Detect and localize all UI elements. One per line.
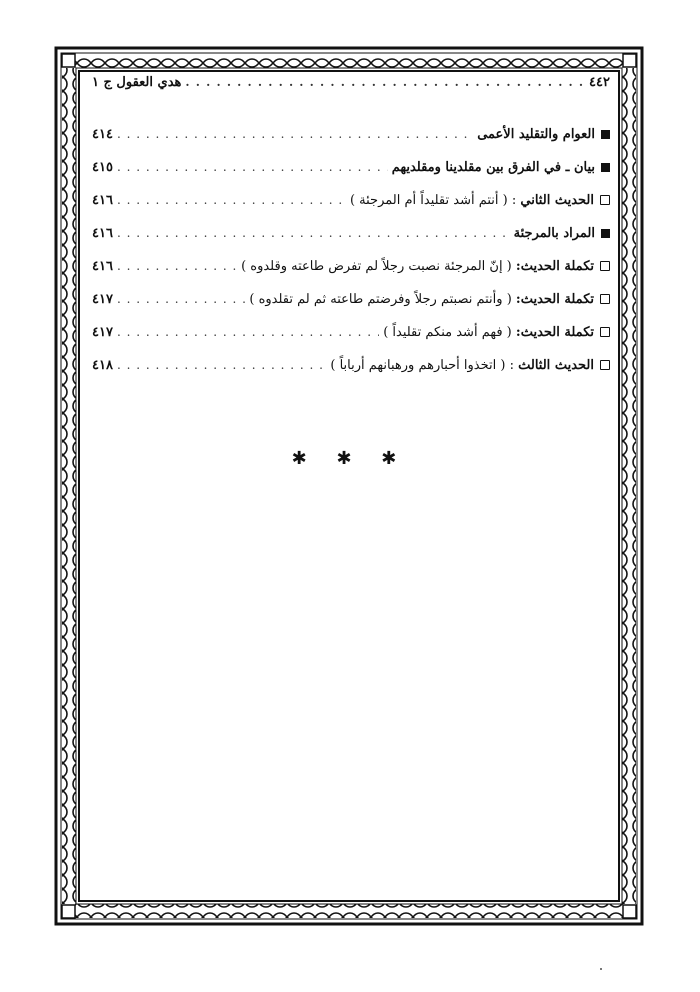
toc-entry-text: : ( اتخذوا أحبارهم ورهبانهم أرباباً ) — [330, 358, 514, 373]
toc-entry-title — [477, 125, 595, 145]
running-header — [92, 72, 610, 98]
toc-entry-text: : ( أنتم أشد تقليداً أم المرجئة ) — [349, 193, 517, 208]
toc-entry-page: ٤١٦ — [92, 259, 113, 274]
toc-entry-label: تكملة الحديث: — [515, 259, 594, 274]
hollow-square-icon — [600, 261, 610, 271]
dot-leader — [117, 355, 326, 375]
toc-entry — [92, 124, 610, 144]
toc-entry-label: المراد بالمرجئة — [513, 226, 595, 241]
dot-leader — [117, 289, 245, 309]
dot-leader — [117, 322, 379, 342]
toc-entry-label: بيان ـ في الفرق بين مقلدينا ومقلديهم — [391, 160, 595, 175]
hollow-square-icon — [600, 195, 610, 205]
toc-entry — [92, 190, 610, 210]
dot-leader — [117, 223, 510, 243]
dot-leader — [185, 72, 585, 92]
filled-square-icon — [601, 163, 610, 172]
toc-entry-page: ٤١٧ — [92, 325, 113, 340]
toc-entry-label: تكملة الحديث: — [515, 292, 594, 307]
toc-entry-page: ٤١٨ — [92, 358, 113, 373]
toc-entry-title — [383, 323, 594, 343]
toc-entry-title — [330, 356, 594, 376]
section-end-ornament: ✱ ✱ ✱ — [291, 448, 409, 469]
toc-entry-title — [350, 191, 594, 211]
toc-entry — [92, 223, 610, 243]
toc-entry-label: الحديث الثاني — [520, 193, 594, 208]
hollow-square-icon — [600, 327, 610, 337]
dot-leader — [117, 190, 346, 210]
toc-entry-page: ٤١٤ — [92, 127, 113, 142]
toc-entry-label: تكملة الحديث: — [515, 325, 594, 340]
dot-leader — [117, 124, 473, 144]
dot-leader — [117, 157, 388, 177]
toc-entry-title — [392, 158, 595, 178]
toc-entry — [92, 322, 610, 342]
toc-entry — [92, 157, 610, 177]
toc-entry-title — [514, 224, 595, 244]
toc-entry — [92, 289, 610, 309]
toc-entry-text: ( وأنتم نصبتم رجلاً وفرضتم طاعته ثم لم تقلدوه ) — [249, 292, 512, 307]
hollow-square-icon — [600, 294, 610, 304]
scan-speck — [600, 968, 602, 970]
toc-entry-text: ( فهم أشد منكم تقليداً ) — [383, 325, 512, 340]
toc-entry-page: ٤١٦ — [92, 226, 113, 241]
dot-leader — [117, 256, 237, 276]
hollow-square-icon — [600, 360, 610, 370]
toc-entry-page: ٤١٧ — [92, 292, 113, 307]
running-title: هدي العقول ج ١ — [92, 75, 182, 90]
toc-entry-text: ( إنّ المرجئة نصبت رجلاً لم تفرض طاعته وقلدوه ) — [241, 259, 512, 274]
toc-entry-title — [249, 290, 594, 310]
toc-entry-page: ٤١٥ — [92, 160, 113, 175]
toc-entry-title — [241, 257, 594, 277]
filled-square-icon — [601, 130, 610, 139]
toc-list — [92, 124, 610, 375]
page-content — [92, 72, 610, 388]
toc-entry-label: العوام والتقليد الأعمى — [477, 127, 595, 142]
filled-square-icon — [601, 229, 610, 238]
page-number: ٤٤٢ — [589, 75, 610, 90]
toc-entry-label: الحديث الثالث — [518, 358, 594, 373]
toc-entry — [92, 256, 610, 276]
toc-entry-page: ٤١٦ — [92, 193, 113, 208]
toc-entry — [92, 355, 610, 375]
